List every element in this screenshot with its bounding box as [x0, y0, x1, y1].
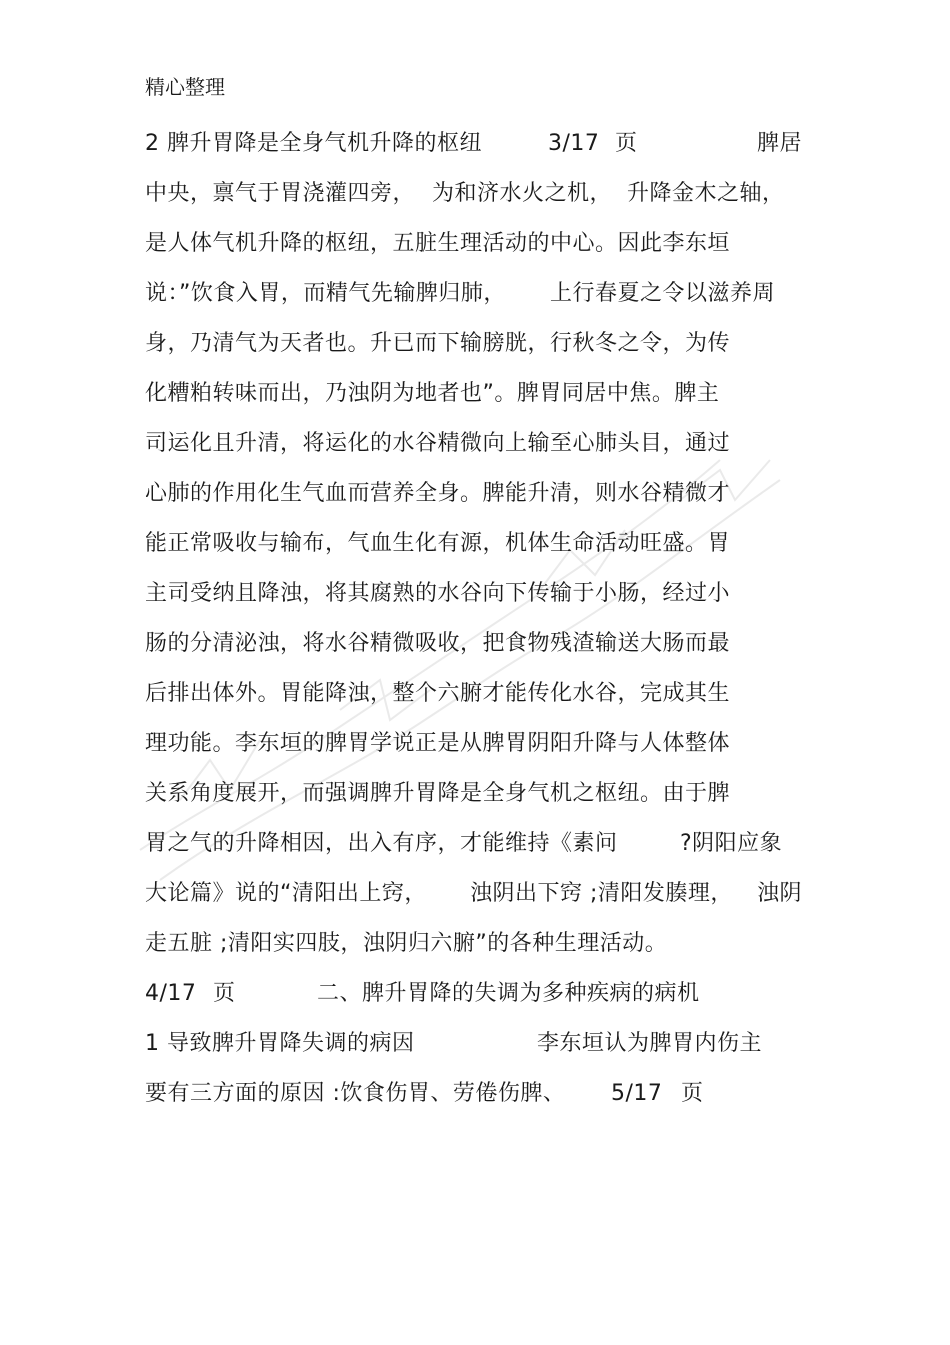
text-segment: 浊阴出下窍 ;清阳发腠理， — [470, 881, 733, 906]
page-number: 4/17 — [145, 981, 197, 1006]
text-line-7 — [145, 430, 730, 458]
text-segment: 李东垣认为脾胃内伤主 — [537, 1031, 763, 1056]
text-segment: 关系角度展开，而强调脾升胃降是全身气机之枢纽。由于脾 — [145, 781, 731, 806]
text-line-12 — [145, 680, 730, 708]
text-segment: 化糟粕转味而出，乃浊阴为地者也”。脾胃同居中焦。脾主 — [145, 381, 720, 406]
text-line-11 — [145, 630, 730, 658]
text-segment: 心肺的作用化生气血而营养全身。脾能升清，则水谷精微才 — [145, 481, 731, 506]
text-segment: 走五脏 ;清阳实四肢，浊阴归六腑”的各种生理活动。 — [145, 931, 668, 956]
text-line-20 — [145, 1080, 825, 1108]
text-line-6 — [145, 380, 719, 408]
page-label: 页 — [615, 131, 638, 156]
text-line-4 — [145, 280, 825, 308]
text-line-3 — [145, 230, 730, 258]
text-segment: 后排出体外。胃能降浊，整个六腑才能传化水谷，完成其生 — [145, 681, 731, 706]
text-segment: 浊阴 — [757, 881, 803, 906]
text-line-9 — [145, 530, 730, 558]
section-heading: 二、脾升胃降的失调为多种疾病的病机 — [317, 981, 700, 1006]
text-segment: 是人体气机升降的枢纽，五脏生理活动的中心。因此李东垣 — [145, 231, 731, 256]
page-label: 页 — [681, 1081, 704, 1106]
text-segment: 身，乃清气为天者也。升已而下输膀胱，行秋冬之令，为传 — [145, 331, 731, 356]
text-segment: 肠的分清泌浊，将水谷精微吸收，把食物残渣输送大肠而最 — [145, 631, 731, 656]
text-segment: 能正常吸收与输布，气血生化有源，机体生命活动旺盛。胃 — [145, 531, 731, 556]
text-line-5 — [145, 330, 730, 358]
text-segment: 2 脾升胃降是全身气机升降的枢纽 — [145, 131, 482, 156]
text-segment: 要有三方面的原因 :饮食伤胃、劳倦伤脾、 — [145, 1081, 566, 1106]
text-segment: 升降金木之轴， — [627, 181, 785, 206]
page-number: 3/17 — [548, 131, 600, 156]
text-line-15 — [145, 830, 825, 858]
text-line-1 — [145, 130, 825, 158]
page-number: 5/17 — [611, 1081, 663, 1106]
text-segment: 为和济水火之机， — [432, 181, 613, 206]
page-header: 精心整理 — [145, 75, 225, 99]
text-segment: ?阴阳应象 — [680, 831, 783, 856]
text-line-13 — [145, 730, 730, 758]
text-segment: 胃之气的升降相因，出入有序，才能维持《素问 — [145, 831, 618, 856]
text-segment: 说：”饮食入胃，而精气先输脾归肺， — [145, 281, 506, 306]
text-segment: 上行春夏之令以滋养周 — [550, 281, 776, 306]
page-label: 页 — [213, 981, 236, 1006]
text-line-10 — [145, 580, 730, 608]
text-line-18 — [145, 980, 825, 1008]
text-segment: 主司受纳且降浊，将其腐熟的水谷向下传输于小肠，经过小 — [145, 581, 731, 606]
text-line-16 — [145, 880, 825, 908]
text-segment: 中央，禀气于胃浇灌四旁， — [145, 181, 416, 206]
text-line-17 — [145, 930, 667, 958]
text-line-14 — [145, 780, 730, 808]
text-line-19 — [145, 1030, 825, 1058]
text-segment: 大论篇》说的“清阳出上窍， — [145, 881, 427, 906]
subsection-heading: 1 导致脾升胃降失调的病因 — [145, 1031, 415, 1056]
text-line-8 — [145, 480, 730, 508]
text-segment: 脾居 — [757, 131, 803, 156]
text-segment: 理功能。李东垣的脾胃学说正是从脾胃阴阳升降与人体整体 — [145, 731, 731, 756]
text-line-2 — [145, 180, 825, 208]
text-segment: 司运化且升清，将运化的水谷精微向上输至心肺头目，通过 — [145, 431, 731, 456]
